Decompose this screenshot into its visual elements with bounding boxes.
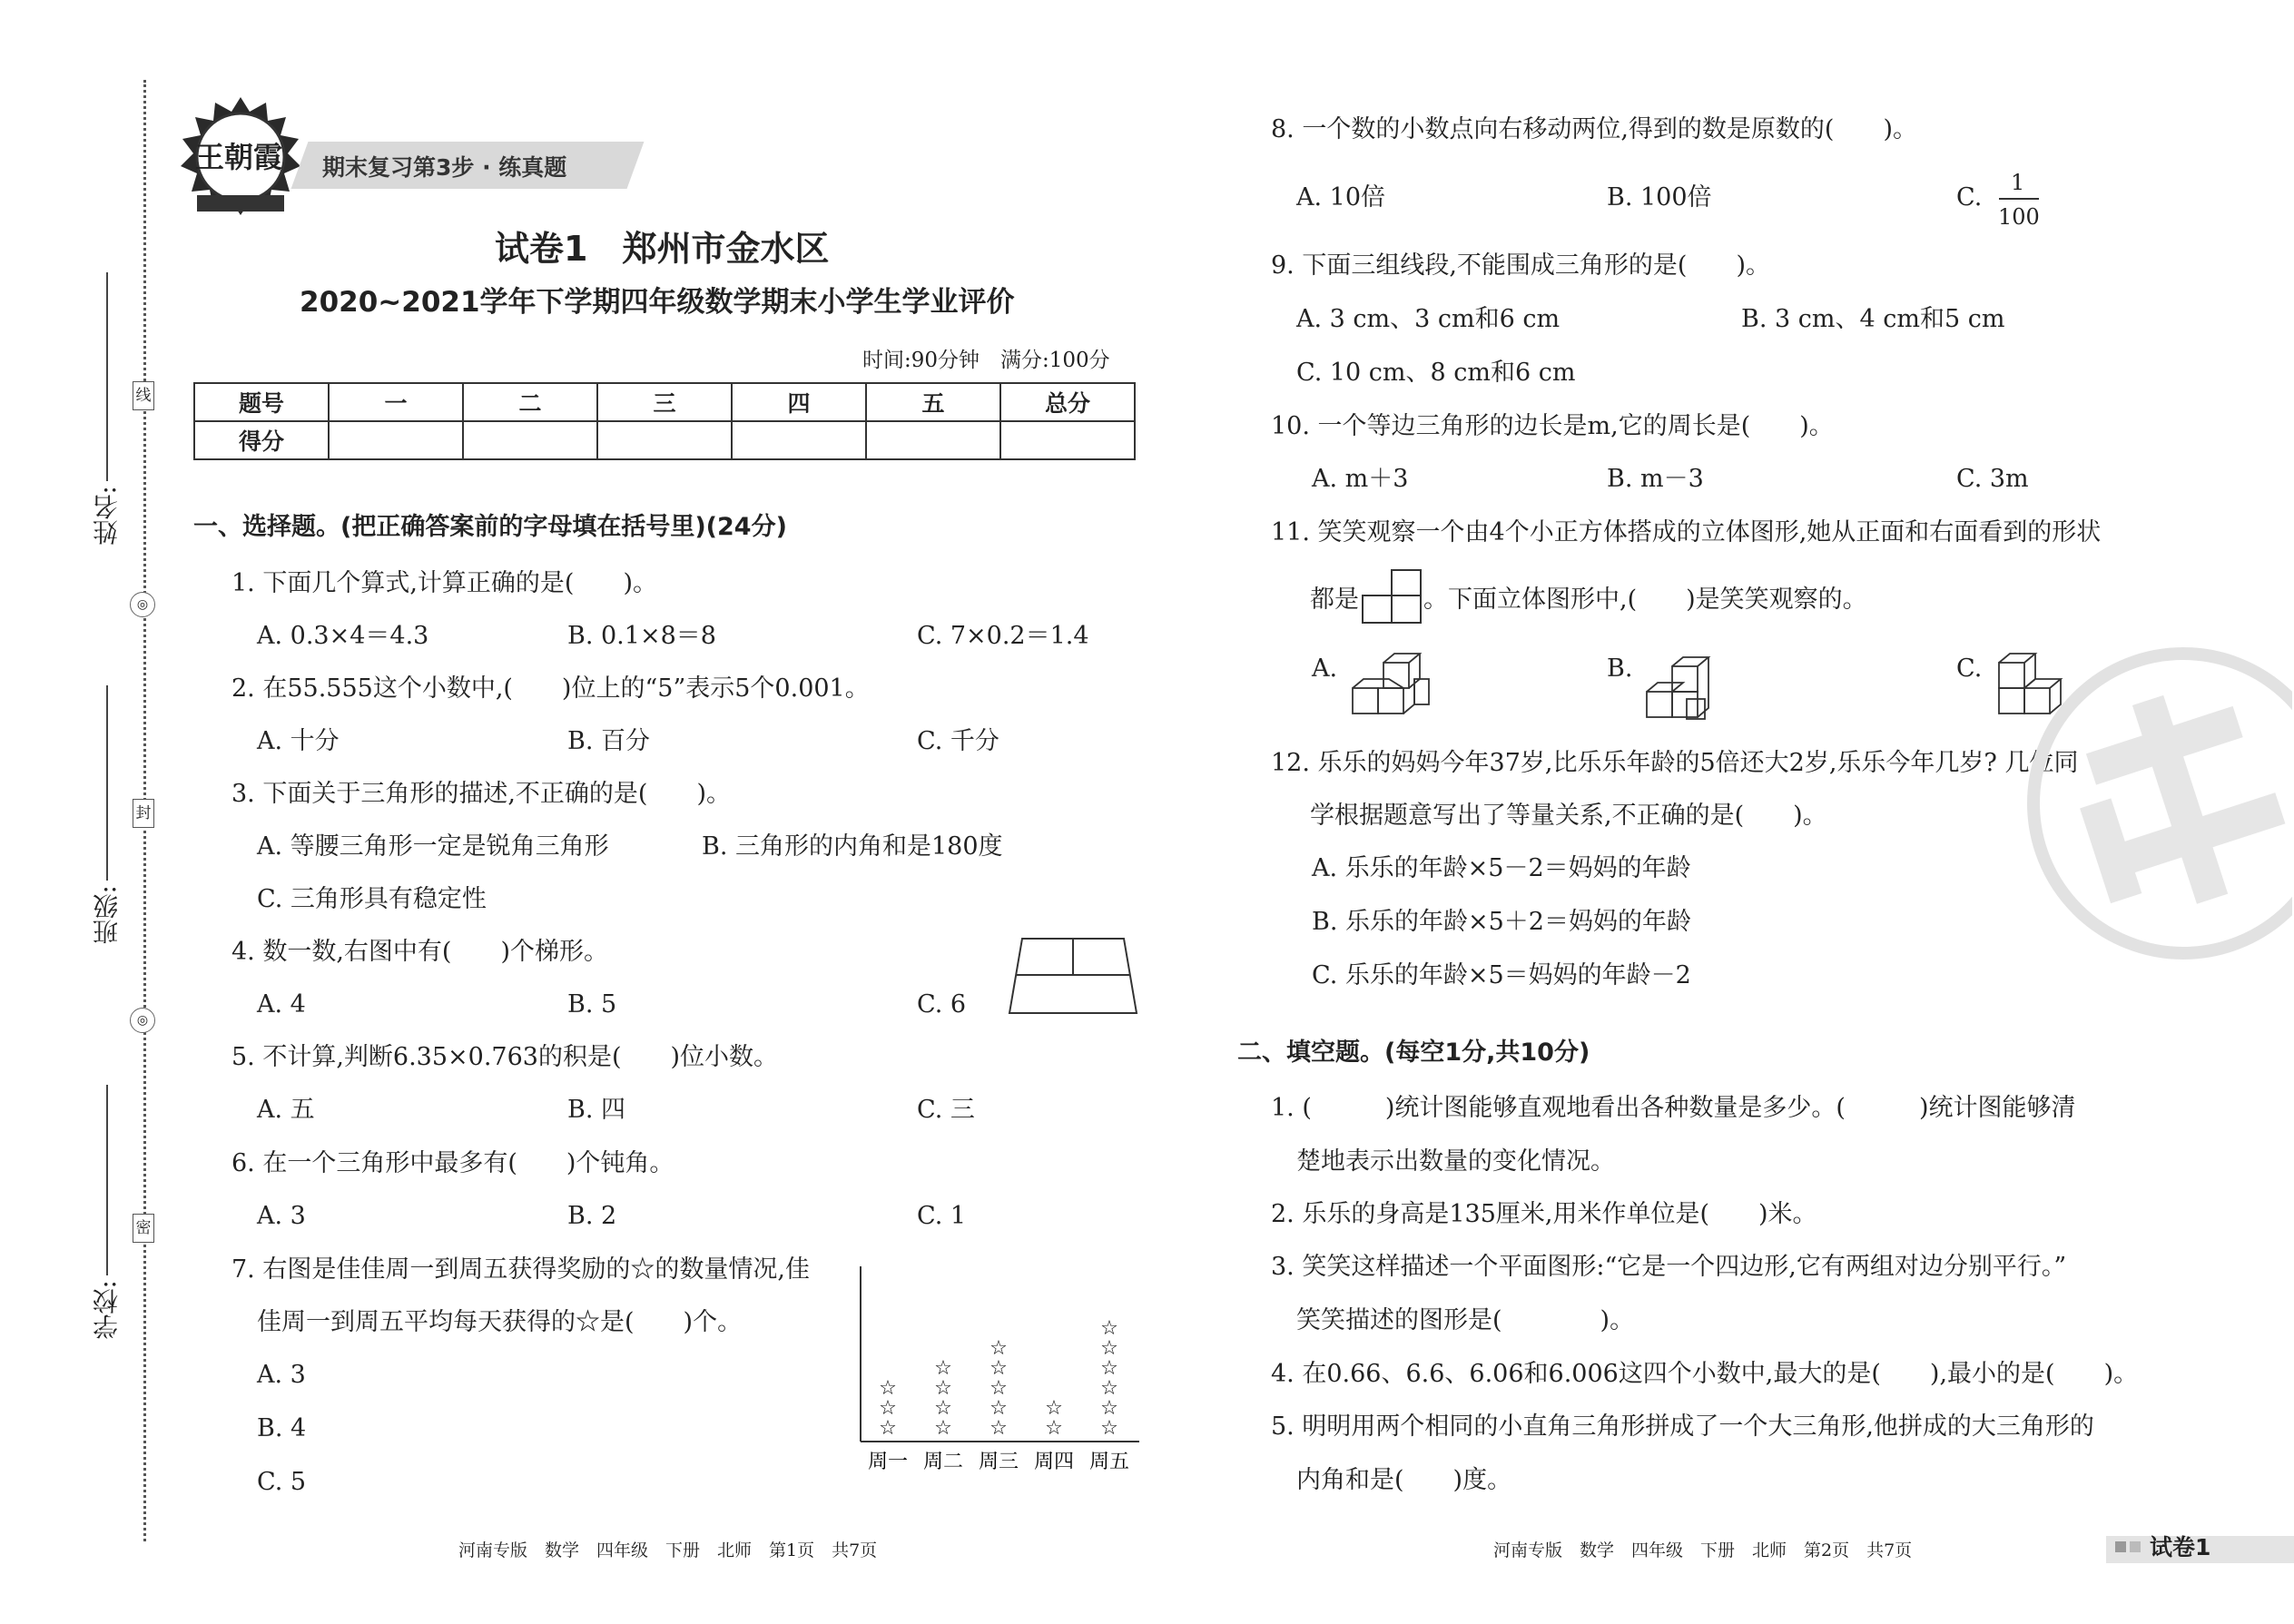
star-mark: ☆ bbox=[989, 1377, 1008, 1400]
q2-stem: 2. 在55.555这个小数中,( )位上的“5”表示5个0.001。 bbox=[231, 674, 870, 703]
q1-option-a[interactable]: A. 0.3×4＝4.3 bbox=[257, 622, 429, 650]
star-mark: ☆ bbox=[934, 1377, 952, 1400]
q8-option-b[interactable]: B. 100倍 bbox=[1607, 183, 1712, 212]
q7-stem-line2: 佳周一到周五平均每天获得的☆是( )个。 bbox=[257, 1308, 743, 1336]
star-mark: ☆ bbox=[934, 1357, 952, 1380]
class-line bbox=[106, 685, 108, 881]
q7-stem-line1: 7. 右图是佳佳周一到周五获得奖励的☆的数量情况,佳 bbox=[231, 1255, 810, 1284]
q4-option-b[interactable]: B. 5 bbox=[567, 990, 617, 1019]
cube-figure-a bbox=[1351, 652, 1433, 717]
q11-option-a[interactable]: A. bbox=[1312, 655, 1338, 683]
fraction-denominator: 100 bbox=[1998, 204, 2040, 230]
q12-option-b[interactable]: B. 乐乐的年龄×5＋2＝妈妈的年龄 bbox=[1312, 908, 1691, 936]
q10-option-a[interactable]: A. m＋3 bbox=[1312, 465, 1409, 493]
fraction-bar bbox=[1999, 198, 2039, 200]
fraction-numerator: 1 bbox=[2011, 170, 2025, 195]
fill1-line2: 楚地表示出数量的变化情况。 bbox=[1296, 1147, 1615, 1176]
seal-seal-char: 封 bbox=[133, 799, 154, 828]
score-input-cell[interactable] bbox=[463, 421, 597, 459]
star-mark: ☆ bbox=[1100, 1377, 1118, 1400]
q1-option-b[interactable]: B. 0.1×8＝8 bbox=[567, 622, 716, 650]
q11-option-b[interactable]: B. bbox=[1607, 655, 1633, 683]
score-cell: 得分 bbox=[194, 421, 329, 459]
q3-stem: 3. 下面关于三角形的描述,不正确的是( )。 bbox=[231, 780, 731, 808]
category-label: 周一 bbox=[867, 1451, 909, 1473]
q9-option-a[interactable]: A. 3 cm、3 cm和6 cm bbox=[1296, 305, 1561, 333]
q10-option-b[interactable]: B. m－3 bbox=[1607, 465, 1704, 493]
score-cell: 题号 bbox=[194, 383, 329, 421]
q9-option-b[interactable]: B. 3 cm、4 cm和5 cm bbox=[1741, 305, 2005, 333]
star-mark: ☆ bbox=[879, 1417, 897, 1440]
banner-text: 期末复习第3步 · 练真题 bbox=[322, 154, 567, 181]
category-label: 周三 bbox=[978, 1451, 1019, 1473]
score-cell: 四 bbox=[732, 383, 866, 421]
seal-line-char: 线 bbox=[133, 381, 154, 410]
paper-title: 试卷1 郑州市金水区 bbox=[495, 229, 830, 269]
q3-option-a[interactable]: A. 等腰三角形一定是锐角三角形 bbox=[257, 832, 609, 861]
q8-option-a[interactable]: A. 10倍 bbox=[1296, 183, 1386, 212]
q7-option-c[interactable]: C. 5 bbox=[257, 1468, 307, 1496]
name-label: 姓名: bbox=[92, 486, 122, 546]
fill3-line2: 笑笑描述的图形是( )。 bbox=[1296, 1306, 1635, 1334]
section1-heading: 一、选择题。(把正确答案前的字母填在括号里)(24分) bbox=[193, 513, 787, 541]
q7-option-a[interactable]: A. 3 bbox=[257, 1361, 306, 1389]
view-shape-icon bbox=[1362, 569, 1422, 624]
seal-secret-char: 密 bbox=[133, 1214, 154, 1243]
footer-paper-tag: 试卷1 bbox=[2150, 1534, 2211, 1560]
score-cell: 总分 bbox=[1000, 383, 1135, 421]
footer-left: 河南专版 数学 四年级 下册 北师 第1页 共7页 bbox=[458, 1540, 878, 1560]
school-line bbox=[106, 1085, 108, 1275]
q1-option-c[interactable]: C. 7×0.2＝1.4 bbox=[917, 622, 1089, 650]
fill4: 4. 在0.66、6.6、6.06和6.006这四个小数中,最大的是( ),最小的是( )。 bbox=[1271, 1360, 2139, 1388]
fill3-line1: 3. 笑笑这样描述一个平面图形:“它是一个四边形,它有两组对边分别平行。” bbox=[1271, 1253, 2067, 1281]
category-label: 周五 bbox=[1088, 1451, 1130, 1473]
score-input-cell[interactable] bbox=[866, 421, 1000, 459]
fill1-line1: 1. ( )统计图能够直观地看出各种数量是多少。( )统计图能够清 bbox=[1271, 1094, 2076, 1122]
star-mark: ☆ bbox=[989, 1337, 1008, 1360]
q3-option-c[interactable]: C. 三角形具有稳定性 bbox=[257, 885, 487, 913]
q1-stem: 1. 下面几个算式,计算正确的是( )。 bbox=[231, 569, 657, 597]
q12-stem-line2: 学根据题意写出了等量关系,不正确的是( )。 bbox=[1310, 802, 1827, 830]
footer-deco-square bbox=[2115, 1541, 2126, 1552]
fill5-line2: 内角和是( )度。 bbox=[1296, 1466, 1512, 1494]
secret-watermark bbox=[2020, 640, 2292, 967]
star-mark: ☆ bbox=[934, 1417, 952, 1440]
star-pictograph bbox=[858, 1266, 1148, 1475]
star-mark: ☆ bbox=[989, 1357, 1008, 1380]
q2-option-b[interactable]: B. 百分 bbox=[567, 727, 651, 755]
score-cell: 二 bbox=[463, 383, 597, 421]
q9-option-c[interactable]: C. 10 cm、8 cm和6 cm bbox=[1296, 359, 1576, 387]
school-label: 学校: bbox=[92, 1280, 122, 1340]
cube-figure-b bbox=[1645, 652, 1727, 721]
name-line bbox=[106, 272, 108, 481]
q10-stem: 10. 一个等边三角形的边长是m,它的周长是( )。 bbox=[1271, 412, 1834, 440]
star-mark: ☆ bbox=[879, 1397, 897, 1420]
star-mark: ☆ bbox=[1100, 1397, 1118, 1420]
q11-option-c[interactable]: C. bbox=[1956, 655, 1983, 683]
star-mark: ☆ bbox=[879, 1377, 897, 1400]
seal-dot: ◎ bbox=[130, 592, 155, 617]
q12-option-c[interactable]: C. 乐乐的年龄×5＝妈妈的年龄－2 bbox=[1312, 961, 1691, 989]
category-label: 周四 bbox=[1033, 1451, 1075, 1473]
q5-option-b[interactable]: B. 四 bbox=[567, 1096, 626, 1124]
q12-stem-line1: 12. 乐乐的妈妈今年37岁,比乐乐年龄的5倍还大2岁,乐乐今年几岁? 几位同 bbox=[1271, 749, 2079, 777]
q10-option-c[interactable]: C. 3m bbox=[1956, 465, 2029, 493]
q4-stem: 4. 数一数,右图中有( )个梯形。 bbox=[231, 938, 608, 966]
q6-option-c[interactable]: C. 1 bbox=[917, 1202, 967, 1230]
star-mark: ☆ bbox=[989, 1417, 1008, 1440]
star-mark: ☆ bbox=[1045, 1417, 1063, 1440]
star-mark: ☆ bbox=[1100, 1317, 1118, 1340]
q8-option-c-prefix[interactable]: C. bbox=[1956, 183, 1983, 212]
score-cell: 五 bbox=[866, 383, 1000, 421]
q3-option-b[interactable]: B. 三角形的内角和是180度 bbox=[702, 832, 1003, 861]
q6-option-a[interactable]: A. 3 bbox=[257, 1202, 306, 1230]
q11-stem-line1: 11. 笑笑观察一个由4个小正方体搭成的立体图形,她从正面和右面看到的形状 bbox=[1271, 518, 2102, 546]
time-info: 时间:90分钟 满分:100分 bbox=[862, 349, 1110, 372]
score-input-cell[interactable] bbox=[1000, 421, 1135, 459]
score-table-header-row bbox=[194, 383, 1135, 421]
q11-stem-part2: 。下面立体图形中,( )是笑笑观察的。 bbox=[1423, 586, 1867, 614]
star-mark: ☆ bbox=[1045, 1397, 1063, 1420]
q8-stem: 8. 一个数的小数点向右移动两位,得到的数是原数的( )。 bbox=[1271, 115, 1917, 143]
q5-option-a[interactable]: A. 五 bbox=[257, 1096, 315, 1124]
score-cell: 三 bbox=[597, 383, 732, 421]
q7-option-b[interactable]: B. 4 bbox=[257, 1414, 307, 1442]
paper-subtitle: 2020~2021学年下学期四年级数学期末小学生学业评价 bbox=[300, 286, 1015, 319]
star-mark: ☆ bbox=[1100, 1417, 1118, 1440]
q6-stem: 6. 在一个三角形中最多有( )个钝角。 bbox=[231, 1149, 674, 1177]
q2-option-a[interactable]: A. 十分 bbox=[257, 727, 340, 755]
score-input-cell[interactable] bbox=[732, 421, 866, 459]
star-mark: ☆ bbox=[1100, 1337, 1118, 1360]
q5-option-c[interactable]: C. 三 bbox=[917, 1096, 975, 1124]
q4-option-c[interactable]: C. 6 bbox=[917, 990, 967, 1019]
category-label: 周二 bbox=[922, 1451, 964, 1473]
score-cell: 一 bbox=[329, 383, 463, 421]
footer-right: 河南专版 数学 四年级 下册 北师 第2页 共7页 bbox=[1493, 1540, 1913, 1560]
fill2: 2. 乐乐的身高是135厘米,用米作单位是( )米。 bbox=[1271, 1200, 1817, 1228]
q4-option-a[interactable]: A. 4 bbox=[257, 990, 306, 1019]
class-label: 班级: bbox=[92, 885, 122, 945]
star-mark: ☆ bbox=[989, 1397, 1008, 1420]
q5-stem: 5. 不计算,判断6.35×0.763的积是( )位小数。 bbox=[231, 1043, 779, 1071]
star-mark: ☆ bbox=[1100, 1357, 1118, 1380]
score-table bbox=[193, 382, 1136, 460]
logo-text: 王朝霞 bbox=[195, 140, 283, 174]
fill5-line1: 5. 明明用两个相同的小直角三角形拼成了一个大三角形,他拼成的大三角形的 bbox=[1271, 1412, 2094, 1441]
q11-stem-part1: 都是 bbox=[1310, 586, 1359, 614]
q2-option-c[interactable]: C. 千分 bbox=[917, 727, 999, 755]
section2-heading: 二、填空题。(每空1分,共10分) bbox=[1237, 1038, 1590, 1067]
trapezoid-figure bbox=[1006, 935, 1140, 1017]
score-input-cell[interactable] bbox=[597, 421, 732, 459]
score-table-score-row bbox=[194, 421, 1135, 459]
q12-option-a[interactable]: A. 乐乐的年龄×5－2＝妈妈的年龄 bbox=[1312, 854, 1691, 882]
q6-option-b[interactable]: B. 2 bbox=[567, 1202, 617, 1230]
q9-stem: 9. 下面三组线段,不能围成三角形的是( )。 bbox=[1271, 251, 1770, 280]
footer-deco-square bbox=[2130, 1541, 2141, 1552]
seal-dot: ◎ bbox=[130, 1008, 155, 1033]
score-input-cell[interactable] bbox=[329, 421, 463, 459]
star-mark: ☆ bbox=[934, 1397, 952, 1420]
